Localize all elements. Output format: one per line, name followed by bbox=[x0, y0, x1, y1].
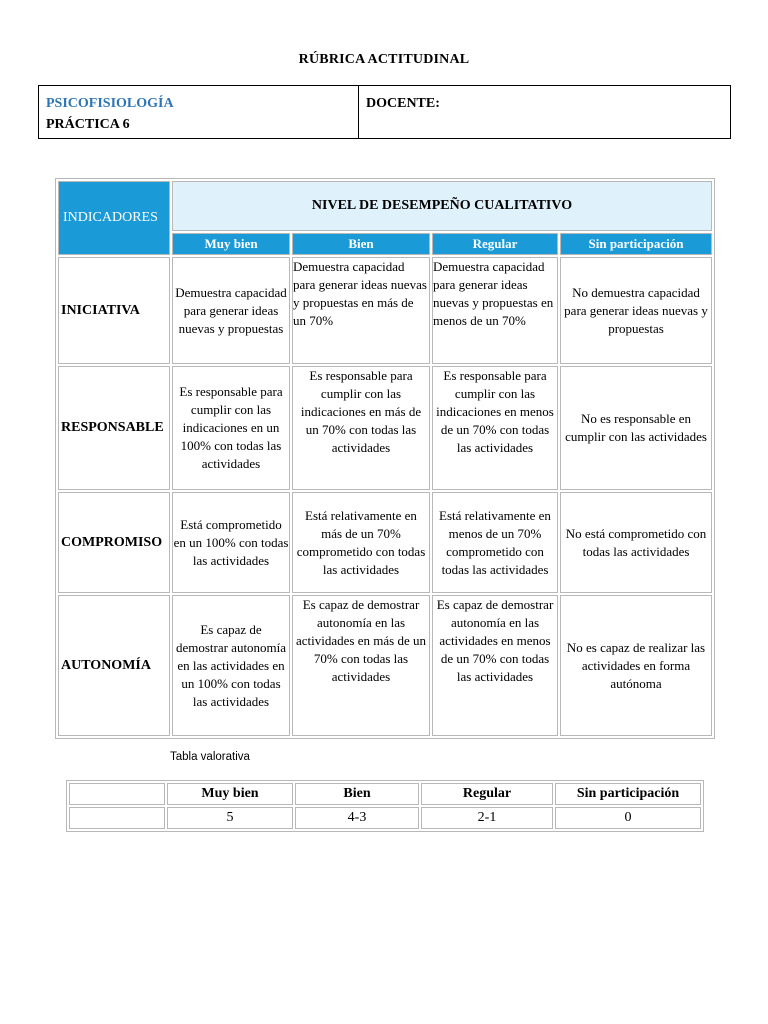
rubric-cell: Demuestra capacidad para generar ideas nuevas y propuestas bbox=[172, 257, 290, 364]
rubric-row-responsable bbox=[58, 366, 712, 490]
indicators-header: INDICADORES bbox=[58, 181, 170, 255]
valuation-value-cell: 2-1 bbox=[421, 807, 553, 829]
rubric-cell: Demuestra capacidad para generar ideas nuevas y propuestas en más de un 70% bbox=[292, 257, 430, 364]
rubric-cell: No demuestra capacidad para generar ideas nuevas y propuestas bbox=[560, 257, 712, 364]
level-header-muy-bien: Muy bien bbox=[172, 233, 290, 255]
valuation-header-cell: Sin participación bbox=[555, 783, 701, 805]
level-header-sin-participacion: Sin participación bbox=[560, 233, 712, 255]
rubric-table bbox=[55, 178, 715, 739]
row-label-iniciativa: INICIATIVA bbox=[58, 257, 170, 364]
rubric-row-iniciativa bbox=[58, 257, 712, 364]
valuation-value-row bbox=[69, 807, 701, 829]
row-label-autonomia: AUTONOMÍA bbox=[58, 595, 170, 736]
rubric-row-autonomia bbox=[58, 595, 712, 736]
header-teacher-cell bbox=[359, 86, 730, 138]
header-subject-cell bbox=[39, 86, 359, 138]
valuation-value-cell: 0 bbox=[555, 807, 701, 829]
rubric-cell: Es capaz de demostrar autonomía en las actividades en menos de un 70% con todas las actividades bbox=[432, 595, 558, 736]
valuation-value-cell: 5 bbox=[167, 807, 293, 829]
rubric-cell: Está relativamente en menos de un 70% comprometido con todas las actividades bbox=[432, 492, 558, 593]
valuation-header-cell: Regular bbox=[421, 783, 553, 805]
valuation-table bbox=[66, 780, 704, 832]
valuation-header-cell: Bien bbox=[295, 783, 419, 805]
subject-name: PSICOFISIOLOGÍA bbox=[46, 96, 174, 111]
valuation-value-cell bbox=[69, 807, 165, 829]
valuation-header-cell bbox=[69, 783, 165, 805]
teacher-label: DOCENTE: bbox=[366, 96, 440, 111]
rubric-cell: No es responsable en cumplir con las actividades bbox=[560, 366, 712, 490]
level-header-bien: Bien bbox=[292, 233, 430, 255]
row-label-compromiso: COMPROMISO bbox=[58, 492, 170, 593]
rubric-row-compromiso bbox=[58, 492, 712, 593]
practice-number: PRÁCTICA 6 bbox=[46, 117, 130, 132]
header-box bbox=[38, 85, 731, 139]
valuation-value-cell: 4-3 bbox=[295, 807, 419, 829]
rubric-cell: Es capaz de demostrar autonomía en las actividades en un 100% con todas las actividades bbox=[172, 595, 290, 736]
rubric-cell: No está comprometido con todas las actividades bbox=[560, 492, 712, 593]
valuation-header-row bbox=[69, 783, 701, 805]
row-label-responsable: RESPONSABLE bbox=[58, 366, 170, 490]
rubric-cell: Está comprometido en un 100% con todas las actividades bbox=[172, 492, 290, 593]
valuation-caption: Tabla valorativa bbox=[170, 751, 250, 763]
rubric-cell: Es responsable para cumplir con las indicaciones en un 100% con todas las actividades bbox=[172, 366, 290, 490]
level-header-regular: Regular bbox=[432, 233, 558, 255]
rubric-cell: Es responsable para cumplir con las indicaciones en menos de un 70% con todas las actividades bbox=[432, 366, 558, 490]
rubric-cell: Demuestra capacidad para generar ideas nuevas y propuestas en menos de un 70% bbox=[432, 257, 558, 364]
valuation-header-cell: Muy bien bbox=[167, 783, 293, 805]
document-title: RÚBRICA ACTITUDINAL bbox=[298, 52, 470, 67]
rubric-cell: Es responsable para cumplir con las indicaciones en más de un 70% con todas las actividades bbox=[292, 366, 430, 490]
rubric-cell: Es capaz de demostrar autonomía en las actividades en más de un 70% con todas las actividades bbox=[292, 595, 430, 736]
performance-level-header: NIVEL DE DESEMPEÑO CUALITATIVO bbox=[172, 181, 712, 231]
rubric-cell: Está relativamente en más de un 70% comprometido con todas las actividades bbox=[292, 492, 430, 593]
rubric-cell: No es capaz de realizar las actividades en forma autónoma bbox=[560, 595, 712, 736]
